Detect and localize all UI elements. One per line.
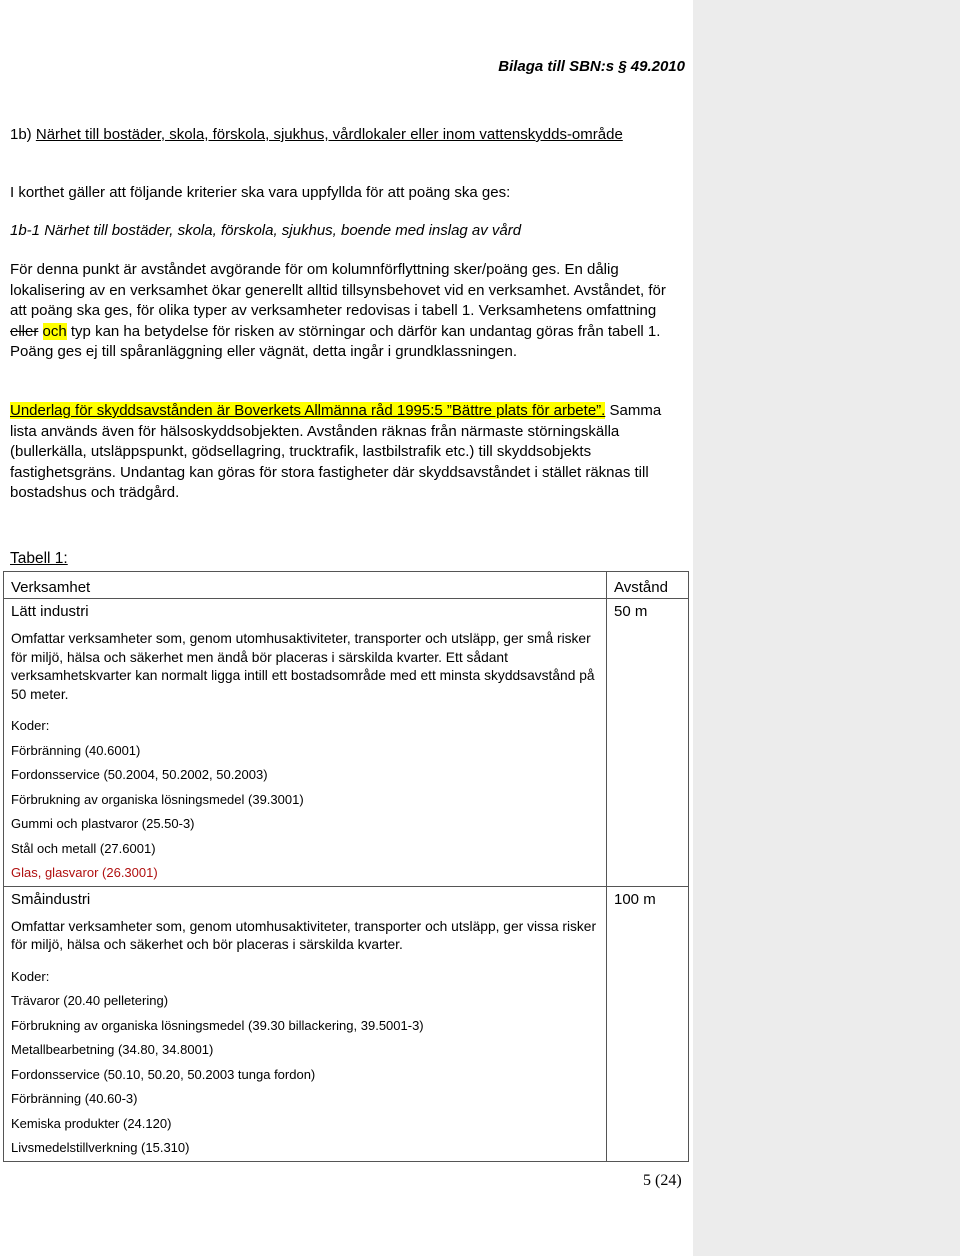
paragraph-2: Underlag för skyddsavstånden är Boverkets Allmänna råd 1995:5 ”Bättre plats för arbete”. Samma lista används även för hälsoskyddsobjekten. Avstånden räknas från närmaste störningskälla (bullerkälla, utsläppspunkt, gödsellagring, trucktrafik, lastbilstrafik etc.) till skyddsobjekts fastighetsgräns. Undantag kan göras för stora fastigheter där skyddsavståndet i stället räknas till bostadshus och trädgård. xyxy=(10,402,662,501)
code-item: Livsmedelstillverkning (15.310) xyxy=(11,1140,190,1155)
code-item: Fordonsservice (50.10, 50.20, 50.2003 tunga fordon) xyxy=(11,1066,316,1082)
distance-value: 50 m xyxy=(614,603,648,620)
activity-description: Omfattar verksamheter som, genom utomhusaktiviteter, transporter och utsläpp, ger vissa risker för miljö, hälsa och säkerhet och bör placeras i särskilda kvarter. xyxy=(11,918,597,952)
code-item: Förbrukning av organiska lösningsmedel (39.3001) xyxy=(11,791,304,807)
code-item: Glas, glasvaror (26.3001) xyxy=(11,865,158,880)
code-item: Förbrukning av organiska lösningsmedel (39.30 billackering, 39.5001-3) xyxy=(11,1017,424,1033)
code-item: Metallbearbetning (34.80, 34.8001) xyxy=(11,1042,214,1057)
page-number: 5 (24) xyxy=(643,1172,682,1189)
distance-table xyxy=(3,571,689,1162)
section-heading: 1b) Närhet till bostäder, skola, förskola, sjukhus, vårdlokaler eller inom vattenskydds-område xyxy=(10,126,623,143)
codes-label: Koder: xyxy=(11,968,50,984)
intro-text: I korthet gäller att följande kriterier ska vara uppfyllda för att poäng ska ges: xyxy=(10,184,511,201)
code-item: Kemiska produkter (24.120) xyxy=(11,1115,172,1131)
page-header: Bilaga till SBN:s § 49.2010 xyxy=(498,58,685,75)
activity-cell xyxy=(4,599,607,887)
code-item: Trävaror (20.40 pelletering) xyxy=(11,993,169,1008)
distance-cell xyxy=(607,886,689,1161)
code-item: Fordonsservice (50.2004, 50.2002, 50.2003) xyxy=(11,767,268,782)
activity-cell xyxy=(4,886,607,1161)
table-caption: Tabell 1: xyxy=(10,550,68,567)
section-heading-text: Närhet till bostäder, skola, förskola, sjukhus, vårdlokaler eller inom vattenskydds-område xyxy=(35,126,623,143)
table-row xyxy=(4,886,689,1161)
table-header-row xyxy=(4,572,689,599)
code-item: Stål och metall (27.6001) xyxy=(11,840,156,856)
header-cell-distance: Avstånd xyxy=(607,572,689,599)
distance-value: 100 m xyxy=(614,890,656,908)
code-item: Gummi och plastvaror (25.50-3) xyxy=(11,816,195,831)
activity-description: Omfattar verksamheter som, genom utomhusaktiviteter, transporter och utsläpp, ger små risker för miljö, hälsa och säkerhet men ändå bör placeras i särskilda kvarter. Ett sådant verksamhetskvarter kan normalt ligga intill ett bostadsområde med ett minsta skyddsavstånd på 50 meter. xyxy=(11,631,595,702)
subheading: 1b-1 Närhet till bostäder, skola, förskola, sjukhus, boende med inslag av vård xyxy=(10,222,522,239)
code-item: Förbränning (40.60-3) xyxy=(11,1091,138,1106)
paragraph-1: För denna punkt är avståndet avgörande för om kolumnförflyttning sker/poäng ges. En dålig lokalisering av en verksamhet ökar generellt alltid tillsynsbehovet vid en verksamhet. Avståndet, för att poäng ska ges, för olika typer av verksamheter redovisas i tabell 1. Verksamhetens omfattning eller och typ kan ha betydelse för risken av störningar och därför kan undantag göras från tabell 1. Poäng ges ej till spåranläggning eller vägnät, detta ingår i grundklassningen. xyxy=(10,261,666,360)
header-cell-activity: Verksamhet xyxy=(4,572,607,599)
code-item: Förbränning (40.6001) xyxy=(11,742,141,758)
codes-label: Koder: xyxy=(11,718,50,733)
distance-cell xyxy=(607,599,689,887)
comment-margin-panel xyxy=(693,0,960,1256)
inserted-text: och xyxy=(42,322,67,340)
activity-name: Lätt industri xyxy=(11,603,89,620)
deleted-text: eller xyxy=(10,322,39,340)
highlighted-reference: Underlag för skyddsavstånden är Boverkets Allmänna råd 1995:5 ”Bättre plats för arbete”. xyxy=(10,402,606,419)
table-row xyxy=(4,599,689,887)
activity-name: Småindustri xyxy=(11,890,91,908)
